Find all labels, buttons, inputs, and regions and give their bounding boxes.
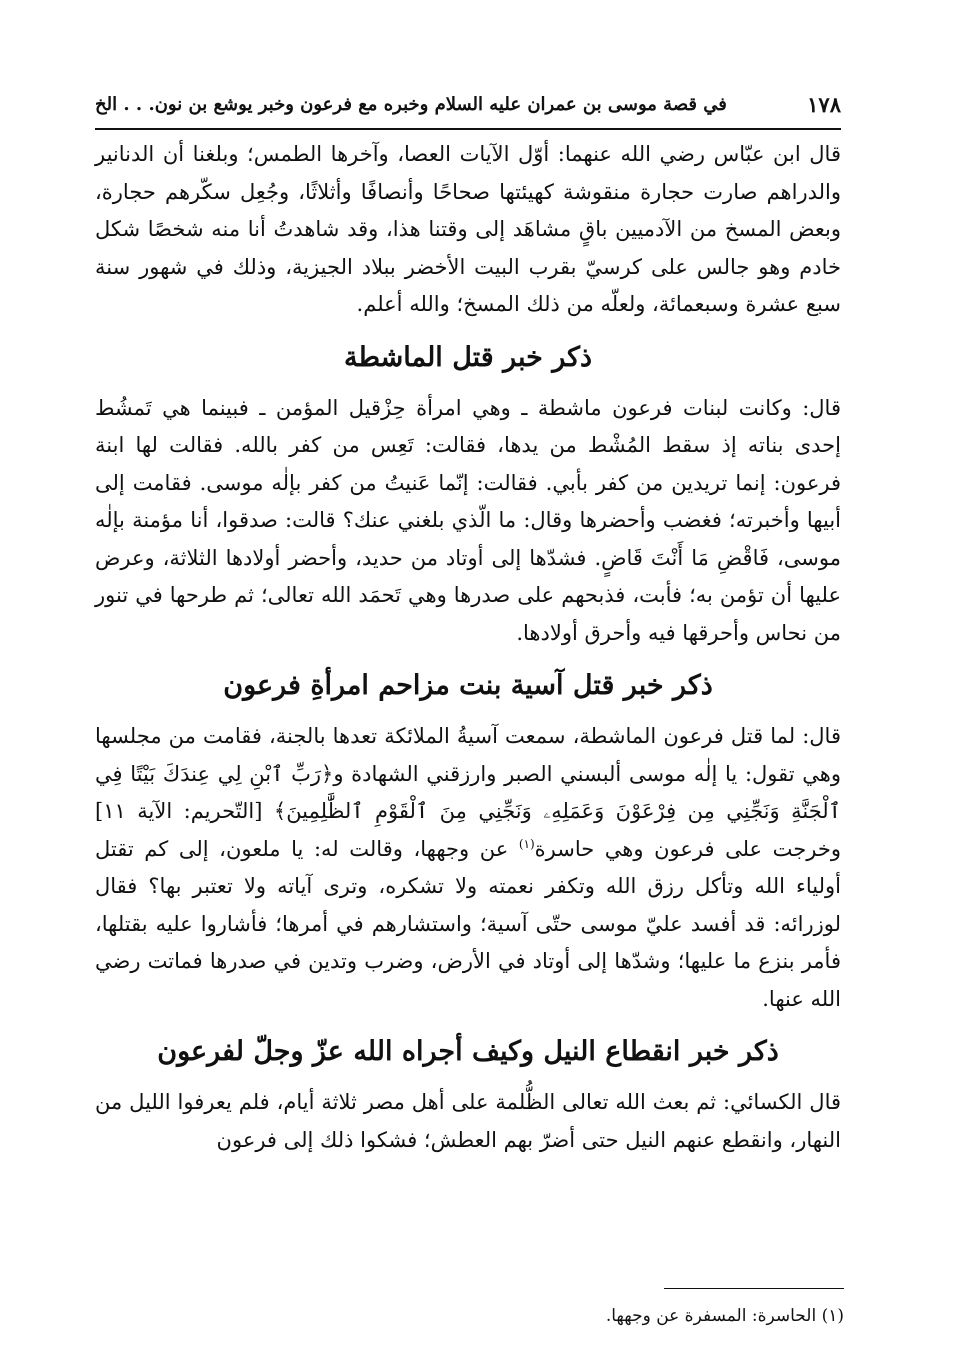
- book-page: [95, 80, 841, 1159]
- page-number: ١٧٨: [807, 91, 841, 117]
- paragraph-ibn-abbas: قال ابن عبّاس رضي الله عنهما: أوّل الآيات العصا، وآخرها الطمس؛ وبلغنا أن الدنانير والدراهم صارت حجارة منقوشة كهيئتها صحاحًا وأنصافًا وأثلاثًا، وجُعِل سكّرهم حجارة، وبعض المسخ من الآدميين باقٍ مشاهَد إلى وقتنا هذا، وقد شاهدتُ أنا منه شخصًا شكل خادم وهو جالس على كرسيّ بقرب البيت الأخضر ببلاد الجيزية، وذلك في شهور سنة سبع عشرة وسبعمائة، ولعلّه من ذلك المسخ؛ والله أعلم.: [95, 142, 841, 316]
- section-heading-asiya: ذكر خبر قتل آسية بنت مزاحم امرأةِ فرعون: [223, 670, 713, 701]
- paragraph-asiya-part1: قال: لما قتل فرعون الماشطة، سمعت آسيةُ الملائكة تعدها بالجنة، فقامت من مجلسها وهي تقول: يا إلٰه موسى ألبسني الصبر وارزقني الشهادة و﴿رَبِّ ٱبْنِ لِي عِندَكَ بَيْتًا فِي ٱلْجَنَّةِ وَنَجِّنِي مِن فِرْعَوْنَ وَعَمَلِهِۦ وَنَجِّنِي مِنَ ٱلْقَوْمِ ٱلظَّٰلِمِينَ﴾ [التّحريم: الآية ١١] وخرجت على فرعون وهي حاسرة: [95, 724, 841, 861]
- footnote-divider: [664, 1288, 844, 1289]
- paragraph-mashita: قال: وكانت لبنات فرعون ماشطة ـ وهي امرأة حِزْقيل المؤمن ـ فبينما هي تَمشُط إحدى بناته إذ سقط المُشْط من يدها، فقالت: تَعِس من كفر بالله. فقالت لها ابنة فرعون: إنما تريدين من كفر بأبي. فقالت: إنّما عَنيتُ من كفر بإلٰه موسى. فقامت إلى أبيها وأخبرته؛ فغضب وأحضرها وقال: ما الّذي بلغني عنك؟ قالت: صدقوا، أنا مؤمنة بإلٰه موسى، فَاقْضِ مَا أَنْتَ قَاضٍ. فشدّها إلى أوتاد من حديد، وأحضر أولادها الثلاثة، وعرض عليها أن تؤمن به؛ فأبت، فذبحهم على صدرها وهي تَحمَد الله تعالى؛ ثم طرحها في تنور من نحاس وأحرقها فيه وأحرق أولادها.: [95, 395, 841, 645]
- paragraph-asiya-part2: عن وجهها، وقالت له: يا ملعون، إلى كم تقتل أولياء الله وتأكل رزق الله وتكفر نعمته ولا تشكره، وترى آياته ولا تعتبر بها؟ فقال لوزرائه: قد أفسد عليّ موسى حتّى آسية؛ واستشارهم في أمرها؛ فأشاروا عليه بقتلها، فأمر بنزع ما عليها؛ وشدّها إلى أوتاد في الأرض، وضرب وتدين في صدرها فماتت رضي الله عنها.: [95, 836, 841, 1011]
- footnote: (١) الحاسرة: المسفرة عن وجهها.: [605, 1306, 844, 1326]
- section-heading-nile: ذكر خبر انقطاع النيل وكيف أجراه الله عزّ وجلّ لفرعون: [157, 1036, 779, 1067]
- paragraph-nile: قال الكسائي: ثم بعث الله تعالى الظُّلمة على أهل مصر ثلاثة أيام، فلم يعرفوا الليل من النهار، وانقطع عنهم النيل حتى أضرّ بهم العطش؛ فشكوا ذلك إلى فرعون: [95, 1090, 841, 1152]
- footnote-marker[interactable]: (١): [518, 836, 535, 851]
- section-heading-mashita: ذكر خبر قتل الماشطة: [343, 341, 593, 373]
- running-title: في قصة موسى بن عمران عليه السلام وخبره مع فرعون وخبر يوشع بن نون. . . الخ: [95, 93, 727, 115]
- paragraph-asiya: [95, 718, 841, 1018]
- page-header: [95, 80, 841, 130]
